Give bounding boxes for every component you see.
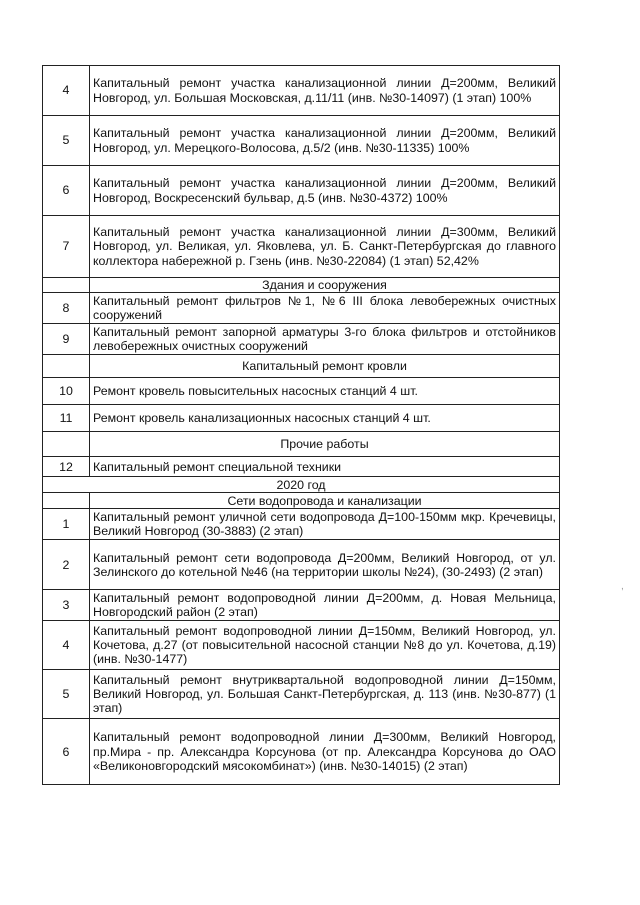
row-number: 6 [43,719,90,785]
row-number: 10 [43,378,90,405]
section-heading: Здания и сооружения [90,278,560,293]
table-row [43,66,560,116]
table-row [43,540,560,590]
table-row [43,457,560,477]
row-description: Капитальный ремонт участка канализационной линии Д=200мм, Великий Новгород, ул. Мерецкого-Волосова, д.5/2 (инв. №30-11335) 100% [90,116,560,166]
row-description: Капитальный ремонт запорной арматуры 3-го блока фильтров и отстойников левобережных очистных сооружений [90,324,560,355]
margin-mark: , [621,581,624,592]
year-heading: 2020 год [43,477,560,493]
empty-cell [43,493,90,509]
row-description: Капитальный ремонт сети водопровода Д=200мм, Великий Новгород, от ул. Зелинского до котельной №46 (на территории школы №24), (30-2493) (2 этап) [90,540,560,590]
row-number: 12 [43,457,90,477]
row-number: 11 [43,405,90,432]
row-number: 3 [43,590,90,621]
empty-cell [43,432,90,457]
row-number: 8 [43,293,90,324]
table-row [43,621,560,670]
row-number: 9 [43,324,90,355]
row-description: Капитальный ремонт участка канализационной линии Д=200мм, Великий Новгород, Воскресенский бульвар, д.5 (инв. №30-4372) 100% [90,166,560,216]
row-number: 7 [43,216,90,278]
table-row [43,719,560,785]
row-number: 5 [43,116,90,166]
section-row [43,493,560,509]
section-row [43,432,560,457]
row-number: 5 [43,670,90,719]
table-row [43,378,560,405]
row-number: 4 [43,621,90,670]
row-description: Капитальный ремонт участка канализационной линии Д=200мм, Великий Новгород, ул. Большая Московская, д.11/11 (инв. №30-14097) (1 этап) 100% [90,66,560,116]
row-description: Капитальный ремонт водопроводной линии Д=300мм, Великий Новгород, пр.Мира - пр. Александра Корсунова (от пр. Александра Корсунова до ОАО «Великоновгородский мясокомбинат») (инв. №30-14015) (2 этап) [90,719,560,785]
table-row [43,166,560,216]
table-row [43,405,560,432]
year-row [43,477,560,493]
row-number: 2 [43,540,90,590]
table-row [43,670,560,719]
row-number: 6 [43,166,90,216]
row-description: Ремонт кровель канализационных насосных станций 4 шт. [90,405,560,432]
table-row [43,324,560,355]
row-description: Капитальный ремонт водопроводной линии Д=200мм, д. Новая Мельница, Новгородский район (2 этап) [90,590,560,621]
row-description: Капитальный ремонт фильтров №1, №6 III блока левобережных очистных сооружений [90,293,560,324]
section-row [43,278,560,293]
section-row [43,355,560,378]
section-heading: Капитальный ремонт кровли [90,355,560,378]
empty-cell [43,355,90,378]
table-row [43,116,560,166]
table-row [43,590,560,621]
empty-cell [43,278,90,293]
row-description: Капитальный ремонт внутриквартальной водопроводной линии Д=150мм, Великий Новгород, ул. Большая Санкт-Петербургская, д. 113 (инв. №30-877) (1 этап) [90,670,560,719]
table-row [43,293,560,324]
row-description: Капитальный ремонт уличной сети водопровода Д=100-150мм мкр. Кречевицы, Великий Новгород (30-3883) (2 этап) [90,509,560,540]
works-table [42,65,560,785]
table-row [43,509,560,540]
row-number: 4 [43,66,90,116]
section-heading: Прочие работы [90,432,560,457]
row-description: Капитальный ремонт водопроводной линии Д=150мм, Великий Новгород, ул. Кочетова, д.27 (от повысительной насосной станции №8 до ул. Кочетова, д.19) (инв. №30-1477) [90,621,560,670]
row-description: Капитальный ремонт участка канализационной линии Д=300мм, Великий Новгород, ул. Великая, ул. Яковлева, ул. Б. Санкт-Петербургская до главного коллектора набережной р. Гзень (инв. №30-22084) (1 этап) 52,42% [90,216,560,278]
section-heading: Сети водопровода и канализации [90,493,560,509]
row-number: 1 [43,509,90,540]
works-table-body [43,66,560,785]
row-description: Ремонт кровель повысительных насосных станций 4 шт. [90,378,560,405]
table-row [43,216,560,278]
row-description: Капитальный ремонт специальной техники [90,457,560,477]
